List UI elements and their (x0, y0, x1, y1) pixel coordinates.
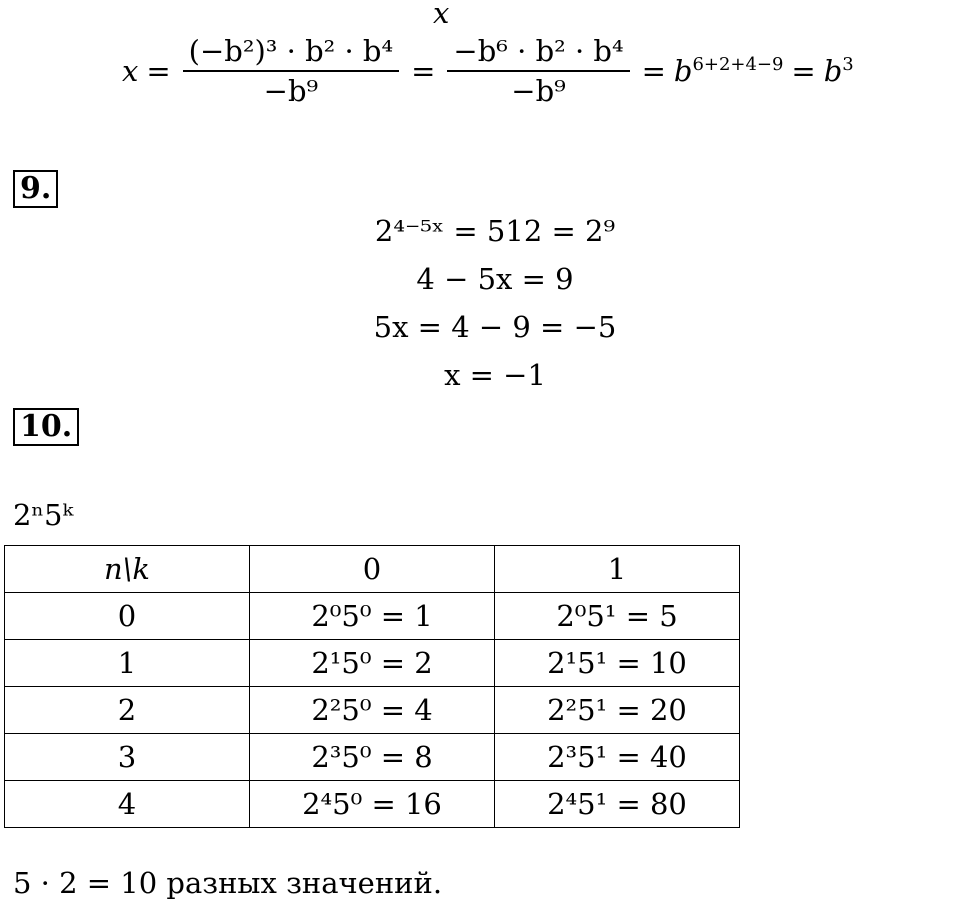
fraction-1-denominator: −b⁹ (263, 74, 319, 108)
table-cell: 2 (5, 687, 250, 734)
problem-9-line-3: 5x = 4 − 9 = −5 (373, 310, 617, 344)
table-row (5, 640, 740, 687)
equals-sign: = (641, 54, 666, 88)
power-exponent: 6+2+4−9 (692, 53, 784, 75)
fraction-2-denominator: −b⁹ (511, 74, 566, 108)
variable-x: x (433, 0, 450, 30)
table-header-row (5, 546, 740, 593)
table-row (5, 734, 740, 781)
table-cell: 2²5¹ = 20 (495, 687, 740, 734)
equation-lhs: x (122, 54, 139, 88)
problem-9-line-1: 2⁴⁻⁵ˣ = 512 = 2⁹ (374, 214, 616, 248)
result-expression (824, 54, 854, 88)
table-cell: 4 (5, 781, 250, 828)
table-header-cell: 1 (495, 546, 740, 593)
table-row (5, 593, 740, 640)
table-cell: 2⁰5¹ = 5 (495, 593, 740, 640)
table-cell: 1 (5, 640, 250, 687)
equals-sign: = (411, 54, 436, 88)
powers-table (4, 545, 740, 828)
equals-sign: = (791, 54, 816, 88)
table-cell: 2³5⁰ = 8 (250, 734, 495, 781)
problem-10-expression: 2ⁿ5ᵏ (13, 498, 74, 532)
problem-9-line-2: 4 − 5x = 9 (416, 262, 574, 296)
table-cell: 2⁰5⁰ = 1 (250, 593, 495, 640)
table-cell: 2⁴5⁰ = 16 (250, 781, 495, 828)
result-exponent: 3 (842, 53, 854, 75)
top-equation (122, 34, 854, 108)
table-header-cell: n\k (5, 546, 250, 593)
problem-10-number: 10. (13, 408, 79, 446)
fraction-1 (183, 34, 399, 108)
fraction-1-numerator: (−b²)³ · b² · b⁴ (183, 34, 399, 72)
table-row (5, 781, 740, 828)
table-header-cell: 0 (250, 546, 495, 593)
problem-10-conclusion: 5 · 2 = 10 разных значений. (13, 866, 443, 900)
table-cell: 2⁴5¹ = 80 (495, 781, 740, 828)
power-expression (674, 54, 783, 88)
result-base: b (823, 54, 843, 88)
table-cell: 0 (5, 593, 250, 640)
problem-9-line-4: x = −1 (444, 358, 546, 392)
table-cell: 2¹5¹ = 10 (495, 640, 740, 687)
equals-sign: = (146, 54, 171, 88)
fraction-2-numerator: −b⁶ · b² · b⁴ (447, 34, 629, 72)
fraction-2 (447, 34, 629, 108)
table-cell: 3 (5, 734, 250, 781)
table-cell: 2¹5⁰ = 2 (250, 640, 495, 687)
power-base: b (673, 54, 693, 88)
table-cell: 2²5⁰ = 4 (250, 687, 495, 734)
table-cell: 2³5¹ = 40 (495, 734, 740, 781)
problem-9-number: 9. (13, 170, 58, 208)
table-row (5, 687, 740, 734)
